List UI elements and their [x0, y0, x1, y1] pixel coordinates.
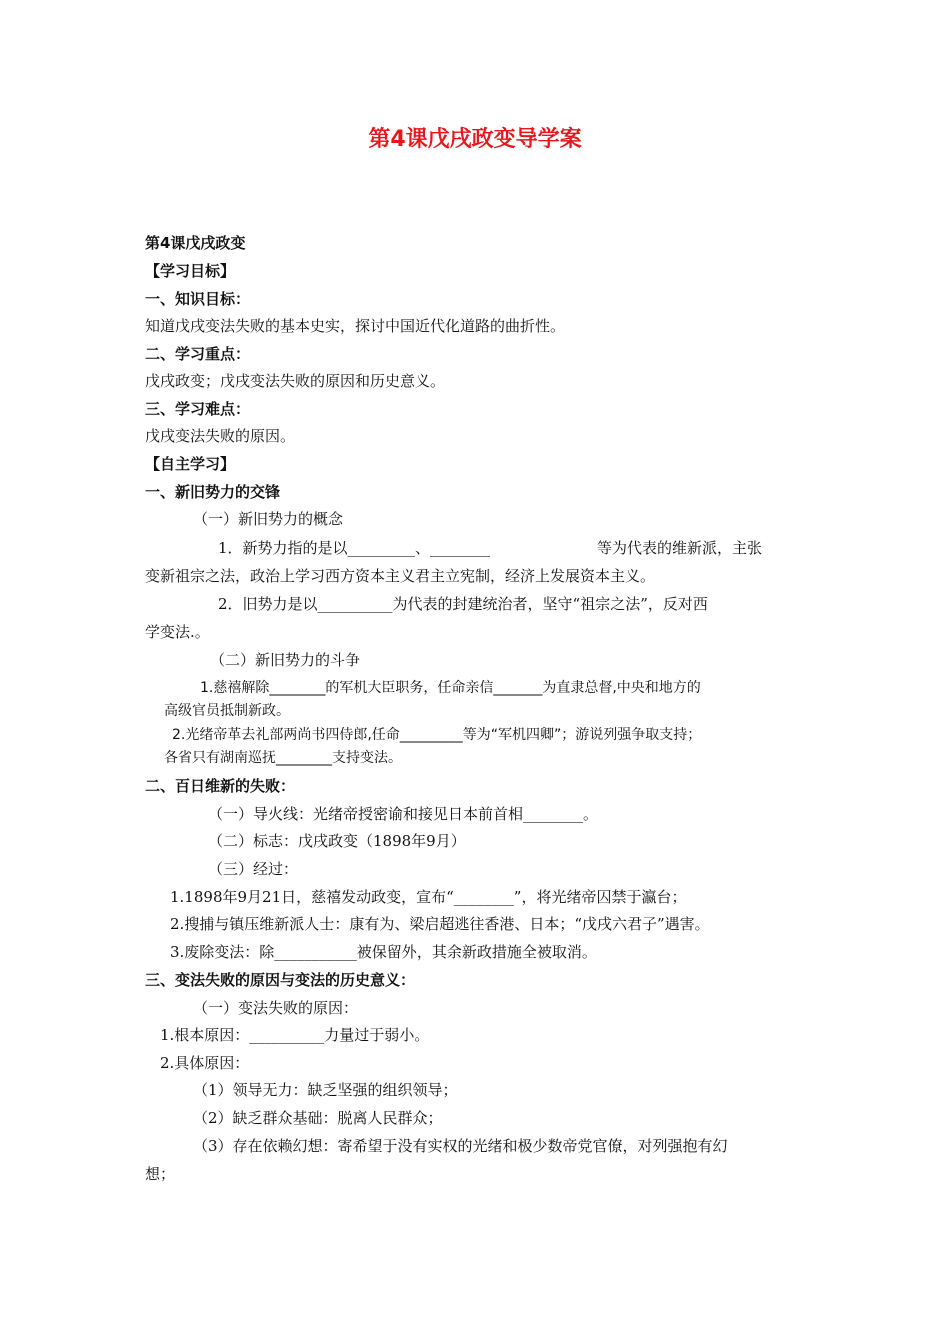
- section-3-reason-3b: 想；: [145, 1165, 176, 1183]
- section-1-para-1b: 等为代表的维新派，主张: [597, 539, 763, 557]
- self-study-header: 【自主学习】: [145, 455, 236, 473]
- section-1-struggle-2a: 2.光绪帝革去礼部两尚书四侍郎,任命_________等为“军机四卿”；游说列强争取支持；: [172, 727, 702, 743]
- section-2-item-3: 3.废除变法：除___________被保留外，其余新政措施全被取消。: [170, 943, 597, 961]
- section-2-item-2: 2.搜捕与镇压维新派人士：康有为、梁启超逃往香港、日本；“戊戌六君子”遇害。: [170, 915, 710, 933]
- section-1-header: 一、新旧势力的交锋: [145, 483, 281, 501]
- section-3-reason-1: （1）领导无力：缺乏坚强的组织领导；: [193, 1081, 458, 1099]
- difficulty-text: 戊戌变法失败的原因。: [145, 427, 296, 445]
- section-1-struggle-2b: 各省只有湖南巡抚________支持变法。: [164, 750, 402, 766]
- section-3-item-2: 2.具体原因：: [160, 1054, 250, 1072]
- section-1-struggle-1b: 高级官员抵制新政。: [164, 703, 290, 719]
- knowledge-goal-text: 知道戊戌变法失败的基本史实，探讨中国近代化道路的曲折性。: [145, 317, 566, 335]
- document-title: 第4课戊戌政变导学案: [368, 127, 582, 152]
- key-points-header: 二、学习重点：: [145, 345, 251, 363]
- section-2-item-1: 1.1898年9月21日，慈禧发动政变，宣布“________”，将光绪帝囚禁于瀛台；: [170, 888, 687, 906]
- section-2-fuse: （一）导火线：光绪帝授密谕和接见日本前首相________。: [208, 805, 599, 823]
- section-1-para-2b: 学变法.。: [145, 623, 210, 641]
- knowledge-goal-header: 一、知识目标：: [145, 290, 251, 308]
- section-3-reason-3a: （3）存在依赖幻想：寄希望于没有实权的光绪和极少数帝党官僚，对列强抱有幻: [193, 1137, 728, 1155]
- lesson-subtitle: 第4课戊戌政变: [145, 234, 246, 252]
- section-1-sub-1: （一）新旧势力的概念: [193, 510, 344, 528]
- section-3-reason-2: （2）缺乏群众基础：脱离人民群众；: [193, 1109, 443, 1127]
- section-1-para-2a: 2．旧势力是以__________为代表的封建统治者，坚守“祖宗之法”，反对西: [218, 595, 708, 613]
- section-1-para-1c: 变新祖宗之法，政治上学习西方资本主义君主立宪制，经济上发展资本主义。: [145, 567, 656, 585]
- section-2-process: （三）经过：: [208, 860, 299, 878]
- section-1-struggle-1a: 1.慈禧解除________的军机大臣职务，任命亲信_______为直隶总督,中央和地方的: [200, 680, 701, 696]
- section-1-para-1a: 1．新势力指的是以_________、________: [218, 539, 491, 557]
- section-3-item-1: 1.根本原因：__________力量过于弱小。: [160, 1026, 430, 1044]
- section-2-header: 二、百日维新的失败：: [145, 777, 296, 795]
- section-1-sub-2: （二）新旧势力的斗争: [210, 651, 361, 669]
- goals-header: 【学习目标】: [145, 262, 236, 280]
- section-3-header: 三、变法失败的原因与变法的历史意义：: [145, 971, 416, 989]
- difficulty-header: 三、学习难点：: [145, 400, 251, 418]
- section-2-marker: （二）标志：戊戌政变（1898年9月）: [208, 832, 466, 850]
- key-points-text: 戊戌政变；戊戌变法失败的原因和历史意义。: [145, 372, 446, 390]
- section-3-sub-1: （一）变法失败的原因：: [193, 999, 359, 1017]
